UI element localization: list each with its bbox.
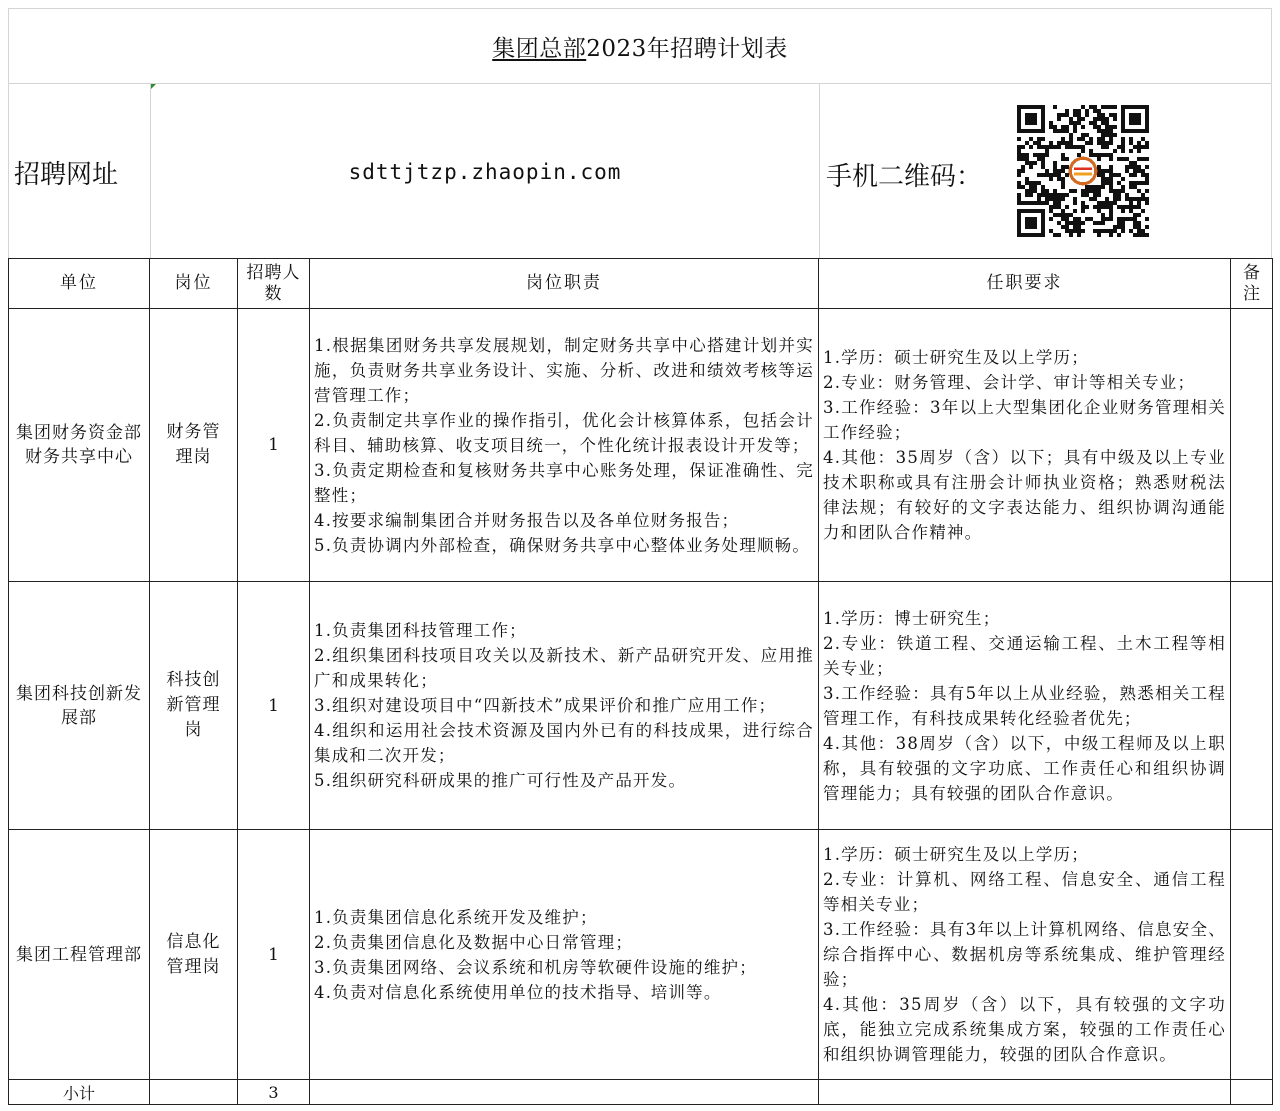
duty-item: 3.组织对建设项目中“四新技术”成果评价和推广应用工作； xyxy=(314,696,777,715)
subtotal-row xyxy=(9,1080,1273,1105)
header-unit: 单位 xyxy=(9,259,150,309)
subtotal-label: 小计 xyxy=(9,1080,150,1105)
duty-item: 2.组织集团科技项目攻关以及新技术、新产品研究开发、应用推广和成果转化； xyxy=(314,646,814,690)
position-cell: 科技创新管理岗 xyxy=(150,582,238,830)
duties-cell xyxy=(310,309,819,582)
header-position: 岗位 xyxy=(150,259,238,309)
qr-code-icon[interactable] xyxy=(1017,105,1149,237)
duty-item: 3.负责定期检查和复核财务共享中心账务处理，保证准确性、完整性； xyxy=(314,460,814,505)
notes-cell xyxy=(1231,309,1273,582)
title-underlined-part: 集团总部 xyxy=(492,35,587,62)
page-title xyxy=(492,30,788,63)
requirement-item: 4.其他：38周岁（含）以下，中级工程师及以上职称，具有较强的文字功底、工作责任心和组织协调管理能力；具有较强的团队合作意识。 xyxy=(823,733,1226,803)
duty-item: 5.负责协调内外部检查，确保财务共享中心整体业务处理顺畅。 xyxy=(314,535,811,555)
position-cell: 财务管理岗 xyxy=(150,309,238,582)
requirements-cell xyxy=(819,830,1231,1080)
site-label: 招聘网址 xyxy=(14,160,119,190)
subtotal-count: 3 xyxy=(238,1080,310,1105)
requirement-item: 4.其他：35周岁（含）以下；具有中级及以上专业技术职称或具有注册会计师执业资格；熟悉财税法律法规；有较好的文字表达能力、组织协调沟通能力和团队合作精神。 xyxy=(823,448,1226,542)
unit-cell: 集团财务资金部财务共享中心 xyxy=(9,309,150,582)
header-duties: 岗位职责 xyxy=(310,259,819,309)
requirement-item: 1.学历：硕士研究生及以上学历； xyxy=(823,845,1089,864)
duty-item: 2.负责集团信息化及数据中心日常管理； xyxy=(314,932,634,952)
count-cell: 1 xyxy=(238,830,310,1080)
requirement-item: 3.工作经验：具有5年以上从业经验，熟悉相关工程管理工作，有科技成果转化经验者优先； xyxy=(823,683,1226,728)
recruitment-site-row xyxy=(8,83,1272,258)
duty-item: 2.负责制定共享作业的操作指引，优化会计核算体系，包括会计科目、辅助核算、收支项目统一，个性化统计报表设计开发等； xyxy=(314,410,814,455)
requirements-cell xyxy=(819,582,1231,830)
requirements-cell xyxy=(819,309,1231,582)
subtotal-empty xyxy=(310,1080,819,1105)
table-row xyxy=(9,830,1273,1080)
notes-cell xyxy=(1231,830,1273,1080)
count-cell: 1 xyxy=(238,309,310,582)
recruitment-table xyxy=(8,258,1273,1105)
notes-cell xyxy=(1231,582,1273,830)
cell-divider xyxy=(819,84,820,258)
requirement-item: 3.工作经验：具有3年以上计算机网络、信息安全、综合指挥中心、数据机房等系统集成、维护管理经验； xyxy=(823,920,1226,989)
requirement-item: 1.学历：硕士研究生及以上学历； xyxy=(823,348,1089,367)
subtotal-empty xyxy=(150,1080,238,1105)
requirement-item: 2.专业：财务管理、会计学、审计等相关专业； xyxy=(823,373,1196,392)
position-cell: 信息化管理岗 xyxy=(150,830,238,1080)
unit-cell: 集团工程管理部 xyxy=(9,830,150,1080)
count-cell: 1 xyxy=(238,582,310,830)
site-url[interactable]: sdttjtzp.zhaopin.com xyxy=(348,160,622,184)
header-requirements: 任职要求 xyxy=(819,259,1231,309)
requirement-item: 2.专业：铁道工程、交通运输工程、土木工程等相关专业； xyxy=(823,633,1226,678)
header-count: 招聘人数 xyxy=(238,259,310,309)
duty-item: 1.根据集团财务共享发展规划，制定财务共享中心搭建计划并实施，负责财务共享业务设计、实施、分析、改进和绩效考核等运营管理工作； xyxy=(314,335,814,405)
title-rest: 2023年招聘计划表 xyxy=(586,35,788,62)
duty-item: 4.按要求编制集团合并财务报告以及各单位财务报告； xyxy=(314,510,740,530)
requirement-item: 4.其他：35周岁（含）以下，具有较强的文字功底，能独立完成系统集成方案，较强的工作责任心和组织协调管理能力，较强的团队合作意识。 xyxy=(823,995,1226,1064)
title-row xyxy=(8,8,1272,83)
duties-cell xyxy=(310,830,819,1080)
duty-item: 4.组织和运用社会技术资源及国内外已有的科技成果，进行综合集成和二次开发； xyxy=(314,721,814,765)
unit-cell: 集团科技创新发展部 xyxy=(9,582,150,830)
subtotal-empty xyxy=(1231,1080,1273,1105)
table-header-row xyxy=(9,259,1273,309)
requirement-item: 1.学历：博士研究生； xyxy=(823,608,1001,628)
duty-item: 1.负责集团科技管理工作； xyxy=(314,621,527,640)
duty-item: 5.组织研究科研成果的推广可行性及产品开发。 xyxy=(314,771,687,790)
header-notes: 备注 xyxy=(1231,259,1273,309)
duty-item: 1.负责集团信息化系统开发及维护； xyxy=(314,907,598,927)
duty-item: 4.负责对信息化系统使用单位的技术指导、培训等。 xyxy=(314,982,722,1002)
requirement-item: 3.工作经验：3年以上大型集团化企业财务管理相关工作经验； xyxy=(823,398,1226,442)
table-row xyxy=(9,582,1273,830)
qr-label: 手机二维码： xyxy=(826,162,983,192)
requirement-item: 2.专业：计算机、网络工程、信息安全、通信工程等相关专业； xyxy=(823,870,1226,914)
cell-comment-marker xyxy=(151,84,156,89)
table-row xyxy=(9,309,1273,582)
duties-cell xyxy=(310,582,819,830)
duty-item: 3.负责集团网络、会议系统和机房等软硬件设施的维护； xyxy=(314,957,757,977)
subtotal-empty xyxy=(819,1080,1231,1105)
